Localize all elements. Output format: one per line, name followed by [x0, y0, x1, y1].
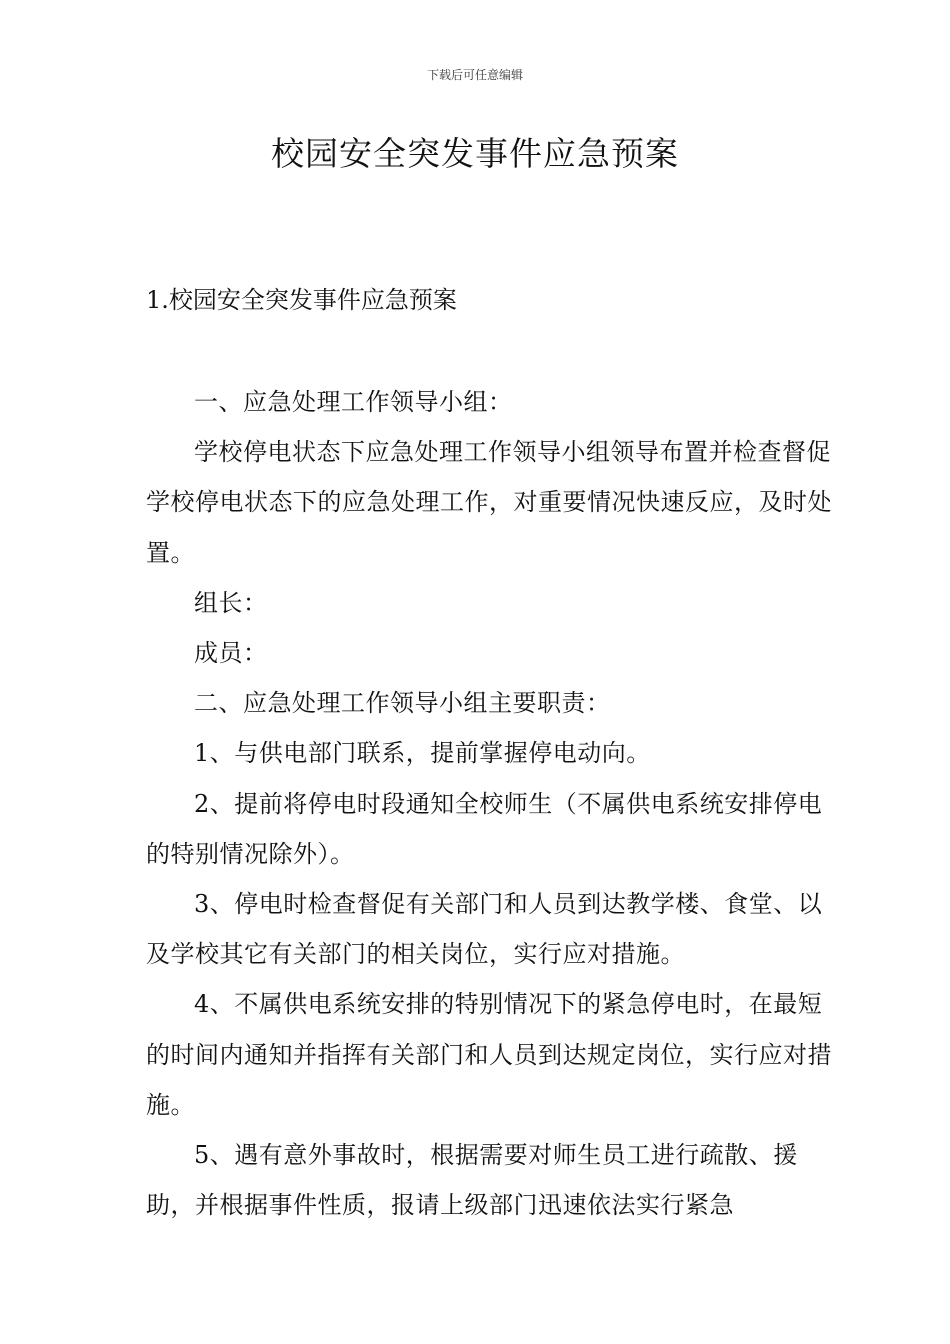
paragraph-item-2: 2、提前将停电时段通知全校师生（不属供电系统安排停电的特别情况除外）。: [146, 789, 823, 868]
paragraph-item-1: 1、与供电部门联系，提前掌握停电动向。: [194, 739, 651, 768]
document-title: 校园安全突发事件应急预案: [271, 134, 679, 173]
paragraph-item-3: 3、停电时检查督促有关部门和人员到达教学楼、食堂、以及学校其它有关部门的相关岗位，实行应对措施。: [146, 890, 823, 969]
paragraph-item-5: 5、遇有意外事故时，根据需要对师生员工进行疏散、援助，并根据事件性质，报请上级部门迅速依法实行紧急: [146, 1141, 798, 1220]
section-heading: 1.校园安全突发事件应急预案: [146, 286, 457, 314]
paragraph-leadership-duty: 学校停电状态下应急处理工作领导小组领导布置并检查督促学校停电状态下的应急处理工作，对重要情况快速反应，及时处置。: [146, 438, 832, 567]
paragraph-item-4: 4、不属供电系统安排的特别情况下的紧急停电时，在最短的时间内通知并指挥有关部门和人员到达规定岗位，实行应对措施。: [146, 990, 832, 1119]
page-header-note: 下载后可任意编辑: [426, 68, 523, 82]
paragraph-members: 成员：: [194, 639, 268, 668]
document-body: [146, 377, 832, 1230]
paragraph-group-leader: 组长：: [194, 588, 268, 617]
paragraph-leadership-group: 一、应急处理工作领导小组：: [194, 388, 513, 416]
paragraph-main-duties: 二、应急处理工作领导小组主要职责：: [194, 689, 611, 718]
